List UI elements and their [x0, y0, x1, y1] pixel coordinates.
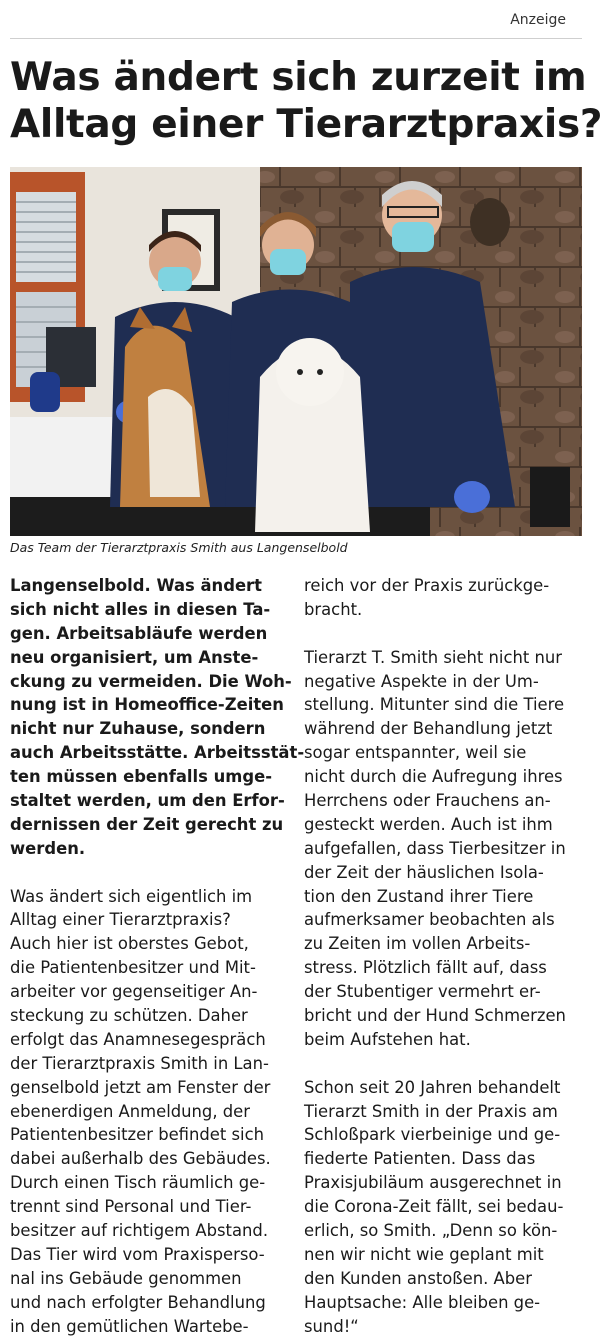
text-line: die Patientenbesitzer und Mit-: [10, 958, 256, 978]
body-paragraph: [304, 574, 594, 622]
text-line: Herrchens oder Frauchens an-: [304, 791, 551, 811]
text-line: Durch einen Tisch räumlich ge-: [10, 1173, 266, 1193]
text-line: stress. Plötzlich fällt auf, dass: [304, 958, 547, 978]
text-line: Patientenbesitzer befindet sich: [10, 1125, 265, 1145]
text-line: während der Behandlung jetzt: [304, 719, 553, 739]
text-line: ten müssen ebenfalls umge-: [10, 767, 273, 787]
text-line: Hauptsache: Alle bleiben ge-: [304, 1292, 541, 1312]
paragraph-gap: [304, 1052, 594, 1076]
text-line: Schloßpark vierbeinige und ge-: [304, 1125, 561, 1145]
text-line: steckung zu schützen. Daher: [10, 1006, 248, 1026]
text-line: bracht.: [304, 599, 363, 619]
text-line: staltet werden, um den Erfor-: [10, 791, 285, 811]
text-line: zu Zeiten im vollen Arbeits-: [304, 934, 531, 954]
text-line: den Kunden anstoßen. Aber: [304, 1268, 532, 1288]
lead-paragraph: [10, 574, 305, 861]
text-line: stellung. Mitunter sind die Tiere: [304, 695, 565, 715]
text-line: werden.: [10, 838, 86, 858]
text-line: Praxisjubiläum ausgerechnet in: [304, 1173, 562, 1193]
headline-line: Was ändert sich zurzeit im: [10, 55, 587, 100]
text-line: ebenerdigen Anmeldung, der: [10, 1101, 250, 1121]
headline-line: Alltag einer Tierarztpraxis?: [10, 102, 603, 147]
text-line: Tierarzt Smith in der Praxis am: [304, 1101, 558, 1121]
text-line: nen wir nicht wie geplant mit: [304, 1244, 544, 1264]
text-line: dernissen der Zeit gerecht zu: [10, 814, 284, 834]
text-line: arbeiter vor gegenseitiger An-: [10, 982, 258, 1002]
text-line: tion den Zustand ihrer Tiere: [304, 886, 534, 906]
text-line: erfolgt das Anamnesegespräch: [10, 1029, 266, 1049]
text-line: Alltag einer Tierarztpraxis?: [10, 910, 231, 930]
ad-label: Anzeige: [510, 12, 566, 28]
body-paragraph: [304, 1076, 594, 1339]
text-line: gen. Arbeitsabläufe werden: [10, 623, 268, 643]
body-paragraph: [304, 646, 594, 1052]
text-line: reich vor der Praxis zurückge-: [304, 576, 550, 595]
text-line: besitzer auf richtigem Abstand.: [10, 1221, 269, 1241]
text-line: fiederte Patienten. Dass das: [304, 1149, 536, 1169]
text-line: aufmerksamer beobachten als: [304, 910, 555, 930]
text-line: nung ist in Homeoffice-Zeiten: [10, 695, 284, 715]
text-line: der Zeit der häuslichen Isola-: [304, 862, 544, 882]
text-line: nicht nur Zuhause, sondern: [10, 719, 266, 739]
text-line: Auch hier ist oberstes Gebot,: [10, 934, 249, 954]
text-line: sogar entspannter, weil sie: [304, 743, 527, 763]
text-line: ckung zu vermeiden. Die Woh-: [10, 671, 292, 691]
header-divider: [10, 38, 582, 39]
text-line: sund!“: [304, 1316, 359, 1336]
text-line: aufgefallen, dass Tierbesitzer in: [304, 838, 566, 858]
text-line: Tierarzt T. Smith sieht nicht nur: [304, 647, 563, 667]
text-line: trennt sind Personal und Tier-: [10, 1197, 252, 1217]
text-line: Das Tier wird vom Praxisperso-: [10, 1244, 265, 1264]
text-line: der Tierarztpraxis Smith in Lan-: [10, 1053, 269, 1073]
text-line: Schon seit 20 Jahren behandelt: [304, 1077, 561, 1097]
paragraph-gap: [10, 861, 292, 885]
text-line: und nach erfolgter Behandlung: [10, 1292, 266, 1312]
text-line: dabei außerhalb des Gebäudes.: [10, 1149, 271, 1169]
text-line: gesteckt werden. Auch ist ihm: [304, 814, 553, 834]
text-line: bricht und der Hund Schmerzen: [304, 1006, 566, 1026]
text-line: in den gemütlichen Wartebe-: [10, 1316, 249, 1336]
text-line: neu organisiert, um Anste-: [10, 647, 259, 667]
text-line: erlich, so Smith. „Denn so kön-: [304, 1221, 558, 1241]
text-line: auch Arbeitsstätte. Arbeitsstät-: [10, 743, 305, 763]
text-line: beim Aufstehen hat.: [304, 1029, 471, 1049]
text-line: genselbold jetzt am Fenster der: [10, 1077, 271, 1097]
team-photo: [10, 167, 582, 536]
photo-caption: Das Team der Tierarztpraxis Smith aus Langenselbold: [10, 540, 348, 555]
text-line: nal ins Gebäude genommen: [10, 1268, 242, 1288]
text-line: negative Aspekte in der Um-: [304, 671, 539, 691]
text-line: der Stubentiger vermehrt er-: [304, 982, 541, 1002]
paragraph-gap: [304, 622, 594, 646]
text-line: Was ändert sich eigentlich im: [10, 886, 253, 906]
headline: [10, 54, 603, 148]
text-line: Langenselbold. Was ändert: [10, 576, 262, 595]
body-paragraph: [10, 885, 292, 1339]
text-line: nicht durch die Aufregung ihres: [304, 767, 563, 787]
article-column-left: [10, 574, 305, 1339]
article-column-right: [304, 574, 594, 1339]
text-line: die Corona-Zeit fällt, sei bedau-: [304, 1197, 564, 1217]
text-line: sich nicht alles in diesen Ta-: [10, 599, 271, 619]
